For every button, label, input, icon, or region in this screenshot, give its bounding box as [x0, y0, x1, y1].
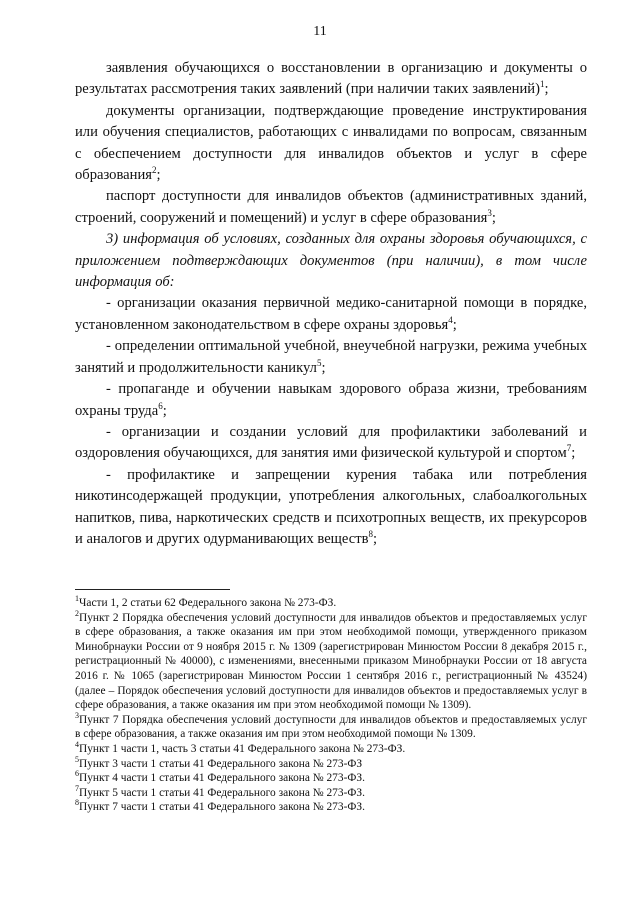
footnote-number: 1: [75, 594, 79, 604]
list-item: - пропаганде и обучении навыкам здорового образа жизни, требованиям охраны труда$^6$;: [75, 381, 587, 419]
footnote-divider: [75, 589, 230, 590]
paragraph: заявления обучающихся о восстановлении в организацию и документы о результатах рассмотрения таких заявлений (при наличии таких заявлений)$^1$;: [75, 60, 587, 98]
paragraph: паспорт доступности для инвалидов объектов (административных зданий, строений, сооружений и помещений) и услуг в сфере образования$^3$;: [75, 188, 587, 226]
footnote-ref[interactable]: 6: [158, 400, 163, 411]
body-text: [75, 58, 587, 550]
list-item: - организации оказания первичной медико-санитарной помощи в порядке, установленном законодательством в сфере охраны здоровья$^4$;: [75, 295, 587, 333]
footnote-number: 6: [75, 769, 79, 779]
footnote: $^5$Пункт 3 части 1 статьи 41 Федерального закона № 273-ФЗ: [75, 754, 363, 770]
footnote-ref[interactable]: 3: [487, 207, 492, 218]
footnote: $^2$Пункт 2 Порядка обеспечения условий доступности для инвалидов объектов и предоставляемых услуг в сфере образования, а также оказания им при этом необходимой помощи, утвержденного приказом Минобрнауки России от 9 ноября 2015 г. № 1309 (зарегистрирован Минюстом России 8 декабря 2015 г., регистрационный № 40000), с изменениями, внесенными приказом Минобрнауки России от 18 августа 2016 г. № 1065 (зарегистрирован Минюстом России 1 сентября 2016 г., регистрационный № 43524) (далее – Порядок обеспечения условий доступности для инвалидов объектов и предоставляемых услуг в сфере образования, а также оказания им при этом необходимой помощи № 1309).: [75, 608, 587, 712]
list-item: - профилактике и запрещении курения табака или потребления никотинсодержащей продукции, употребления алкогольных, слабоалкогольных напитков, пива, наркотических средств и психотропных веществ, их прекурсоров и аналогов и других одурманивающих веществ$^8$;: [75, 466, 587, 547]
footnote-number: 7: [75, 783, 79, 793]
footnote: $^1$Части 1, 2 статьи 62 Федерального закона № 273-ФЗ.: [75, 594, 337, 609]
footnote-number: 4: [75, 740, 79, 750]
footnotes: [75, 596, 587, 815]
footnote-ref[interactable]: 4: [448, 315, 453, 326]
footnote: $^8$Пункт 7 части 1 статьи 41 Федерального закона № 273-ФЗ.: [75, 798, 365, 814]
list-item: - определении оптимальной учебной, внеучебной нагрузки, режима учебных занятий и продолжительности каникул$^5$;: [75, 338, 587, 376]
section-heading: 3) информация об условиях, созданных для охраны здоровья обучающихся, с приложением подтверждающих документов (при наличии), в том числе информация об:: [75, 231, 587, 291]
footnote: $^3$Пункт 7 Порядка обеспечения условий доступности для инвалидов объектов и предоставляемых услуг в сфере образования, а также оказания им при этом необходимой помощи № 1309.: [75, 710, 587, 741]
paragraph: документы организации, подтверждающие проведение инструктирования или обучения специалистов, работающих с инвалидами по вопросам, связанным с обеспечением доступности для инвалидов объектов и услуг в сфере образования$^2$;: [75, 102, 587, 184]
footnote-ref[interactable]: 2: [151, 165, 157, 176]
footnote-number: 5: [75, 754, 79, 764]
footnote: $^4$Пункт 1 части 1, часть 3 статьи 41 Федерального закона № 273-ФЗ.: [75, 740, 406, 755]
footnote-number: 3: [75, 710, 79, 720]
page-number: 11: [313, 24, 327, 39]
footnote-ref[interactable]: 5: [316, 357, 322, 368]
list-item: - организации и создании условий для профилактики заболеваний и оздоровления обучающихся, для занятия ими физической культурой и спортом$^7$;: [75, 423, 587, 462]
footnote-ref[interactable]: 1: [539, 79, 545, 90]
footnote-ref[interactable]: 7: [566, 443, 572, 454]
footnote-ref[interactable]: 8: [368, 529, 373, 540]
footnote: $^7$Пункт 5 части 1 статьи 41 Федерального закона № 273-ФЗ.: [75, 783, 365, 799]
footnote-number: 8: [75, 798, 79, 808]
footnote-number: 2: [75, 608, 79, 618]
footnote: $^6$Пункт 4 части 1 статьи 41 Федерального закона № 273-ФЗ.: [75, 769, 365, 785]
